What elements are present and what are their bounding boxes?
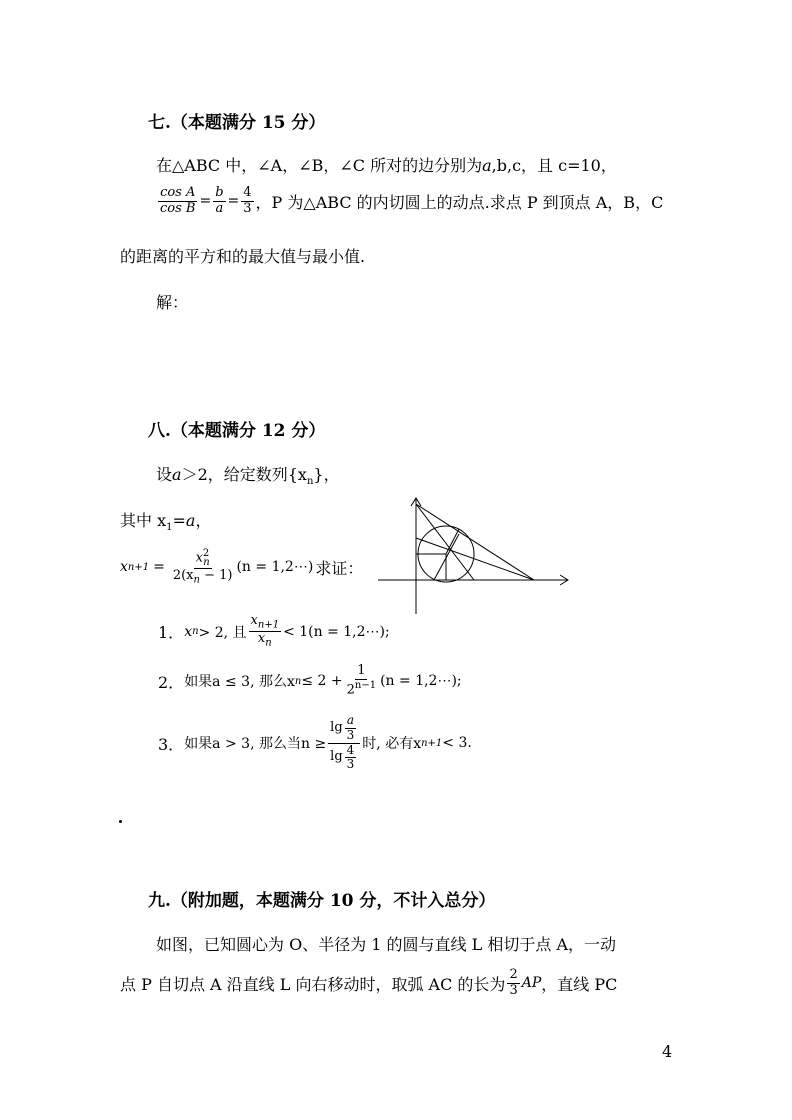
segment-c <box>416 538 534 580</box>
section9-heading: 九.（附加题，本题满分 10 分，不计入总分） <box>148 891 496 911</box>
proof-item-1: 1． x n > 2, 且 $\frac{x_{n+1}}{x_n}$ < 1(n = 1,2⋯); <box>158 613 390 649</box>
section9-line2: 点 P 自切点 A 沿直线 L 向右移动时，取弧 AC 的长为 $\frac{2}{3}$ AP ，直线 PC <box>120 967 618 998</box>
bullet-dot <box>119 820 122 823</box>
fraction-cos: $\frac{\text{cos A}}{\text{cos B}}$ <box>160 185 196 216</box>
incircle-figure <box>376 494 576 618</box>
proof-item-3: 3． 如果a > 3, 那么当n ≥ lg $\frac{a}{3}$ lg $\frac{4}{3}$ 时, 必有x n+1 < 3. <box>158 713 472 772</box>
proof-item-2: 2． 如果a ≤ 3, 那么x n ≤ 2 + $\frac{1}{2^{n-1}}$ (n = 1,2⋯); <box>158 663 462 698</box>
fraction-4-over-3: $\frac{4}{3}$ <box>243 185 252 216</box>
section8-heading: 八.（本题满分 12 分） <box>148 421 326 441</box>
section7-line1: 在△ABC 中，∠A，∠B，∠C 所对的边分别为a,b,c，且 c=10， <box>156 156 617 175</box>
section7-line2: $\frac{\text{cos A}}{\text{cos B}}$ = $\frac{b}{a}$ = $\frac{4}{3}$ ，P 为△ABC 的内切圆上的动点.求点 P 到顶点 A，B，C <box>160 185 664 216</box>
fraction-b-over-a: $\frac{b}{a}$ <box>215 185 224 216</box>
section7-heading: 七.（本题满分 15 分） <box>148 113 326 133</box>
section7-solution: 解： <box>156 293 189 312</box>
triangle-hypotenuse <box>416 504 534 580</box>
section8-line1: 设a＞2，给定数列$\{x_n\}$， <box>156 465 340 488</box>
section9-line1: 如图，已知圆心为 O、半径为 1 的圆与直线 L 相切于点 A，一动 <box>156 935 616 954</box>
section7-line3: 的距离的平方和的最大值与最小值. <box>120 247 366 266</box>
section8-line2: 其中 $x_1=a$， <box>120 511 212 534</box>
radius-to-tangent <box>446 529 459 554</box>
recurrence-formula: x n+1 = $\frac{x^2_n}{2(x_n - 1)}$ (n = 1,2⋯) 求证： <box>120 548 364 587</box>
segment-a <box>416 504 474 580</box>
page-number: 4 <box>662 1042 673 1061</box>
